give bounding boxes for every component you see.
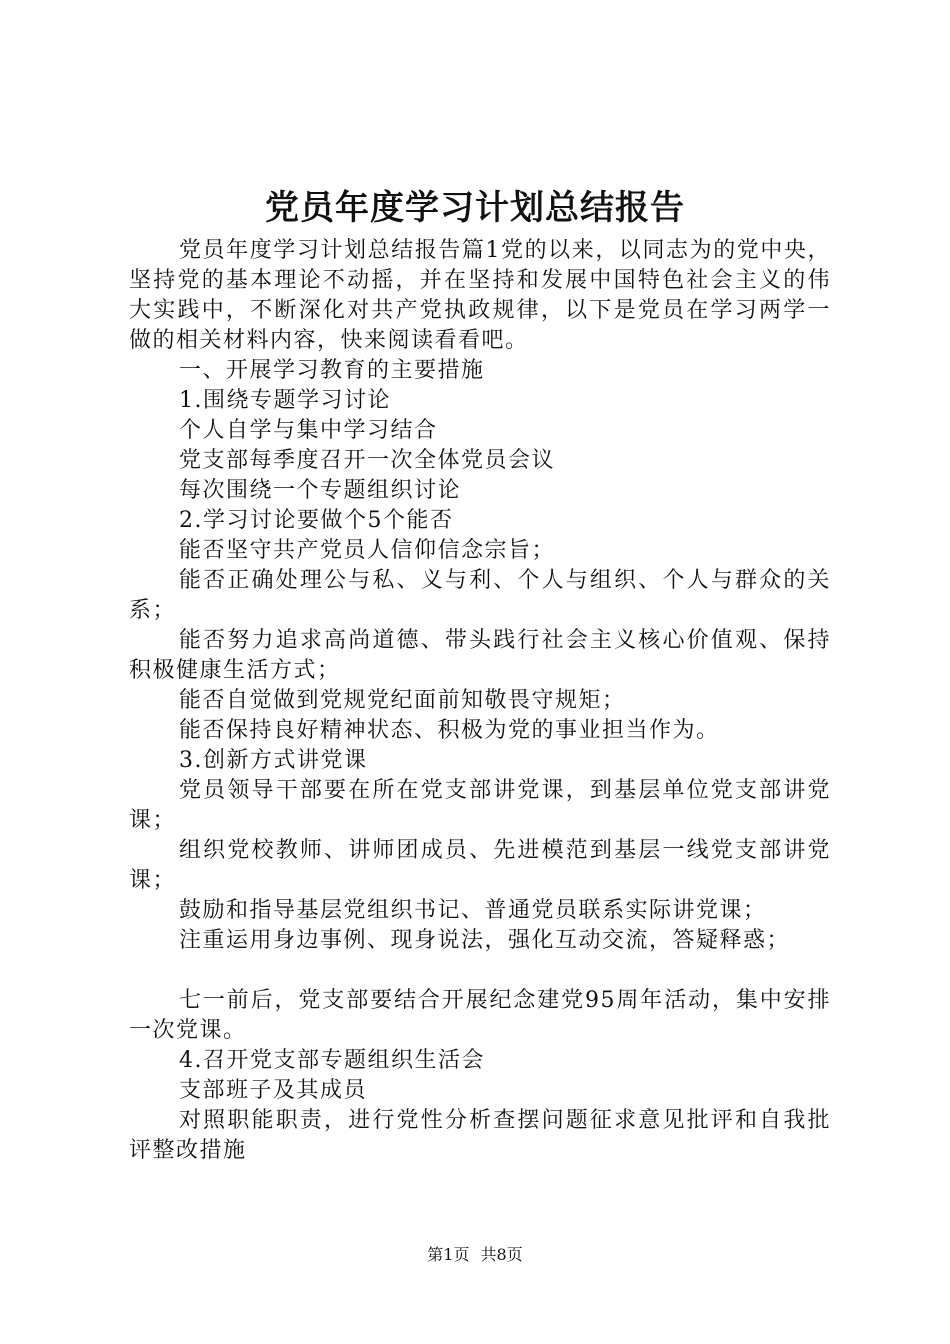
page-number: 第1页: [427, 1245, 470, 1264]
list-item: 支部班子及其成员: [179, 1078, 368, 1103]
list-item: 能否正确处理公与私、义与利、个人与组织、个人与群众的关系；: [129, 568, 831, 623]
section-heading-1: 一、开展学习教育的主要措施: [179, 358, 485, 383]
list-item: 能否努力追求高尚道德、带头践行社会主义核心价值观、保持积极健康生活方式；: [129, 628, 831, 683]
list-item: 能否自觉做到党规党纪面前知敬畏守规矩；: [179, 688, 626, 713]
list-item: 党员领导干部要在所在党支部讲党课，到基层单位党支部讲党课；: [129, 778, 831, 833]
page-total: 共8页: [480, 1245, 523, 1264]
document-title: 党员年度学习计划总结报告: [265, 188, 685, 228]
page-footer: [0, 1244, 950, 1266]
subheading-2: 2.学习讨论要做个5个能否: [179, 508, 454, 533]
paragraph-intro: 党员年度学习计划总结报告篇1党的以来，以同志为的党中央，坚持党的基本理论不动摇，并在坚持和发展中国特色社会主义的伟大实践中，不断深化对共产党执政规律，以下是党员在学习两学一做的相关材料内容，快来阅读看看吧。: [129, 238, 831, 353]
list-item: 个人自学与集中学习结合: [179, 418, 438, 443]
list-item: 能否保持良好精神状态、积极为党的事业担当作为。: [179, 718, 720, 743]
list-item: 七一前后，党支部要结合开展纪念建党95周年活动，集中安排一次党课。: [129, 988, 831, 1043]
subheading-1: 1.围绕专题学习讨论: [179, 388, 391, 413]
subheading-3: 3.创新方式讲党课: [179, 748, 368, 773]
list-item: 能否坚守共产党员人信仰信念宗旨；: [179, 538, 556, 563]
subheading-4: 4.召开党支部专题组织生活会: [179, 1048, 485, 1073]
list-item: 党支部每季度召开一次全体党员会议: [179, 448, 556, 473]
list-item: 每次围绕一个专题组织讨论: [179, 478, 462, 503]
list-item: 注重运用身边事例、现身说法，强化互动交流，答疑释惑；: [179, 928, 791, 953]
list-item: 鼓励和指导基层党组织书记、普通党员联系实际讲党课；: [179, 898, 767, 923]
list-item: 对照职能职责，进行党性分析查摆问题征求意见批评和自我批评整改措施: [129, 1108, 831, 1163]
document-body: [129, 236, 831, 1166]
list-item: 组织党校教师、讲师团成员、先进模范到基层一线党支部讲党课；: [129, 838, 831, 893]
